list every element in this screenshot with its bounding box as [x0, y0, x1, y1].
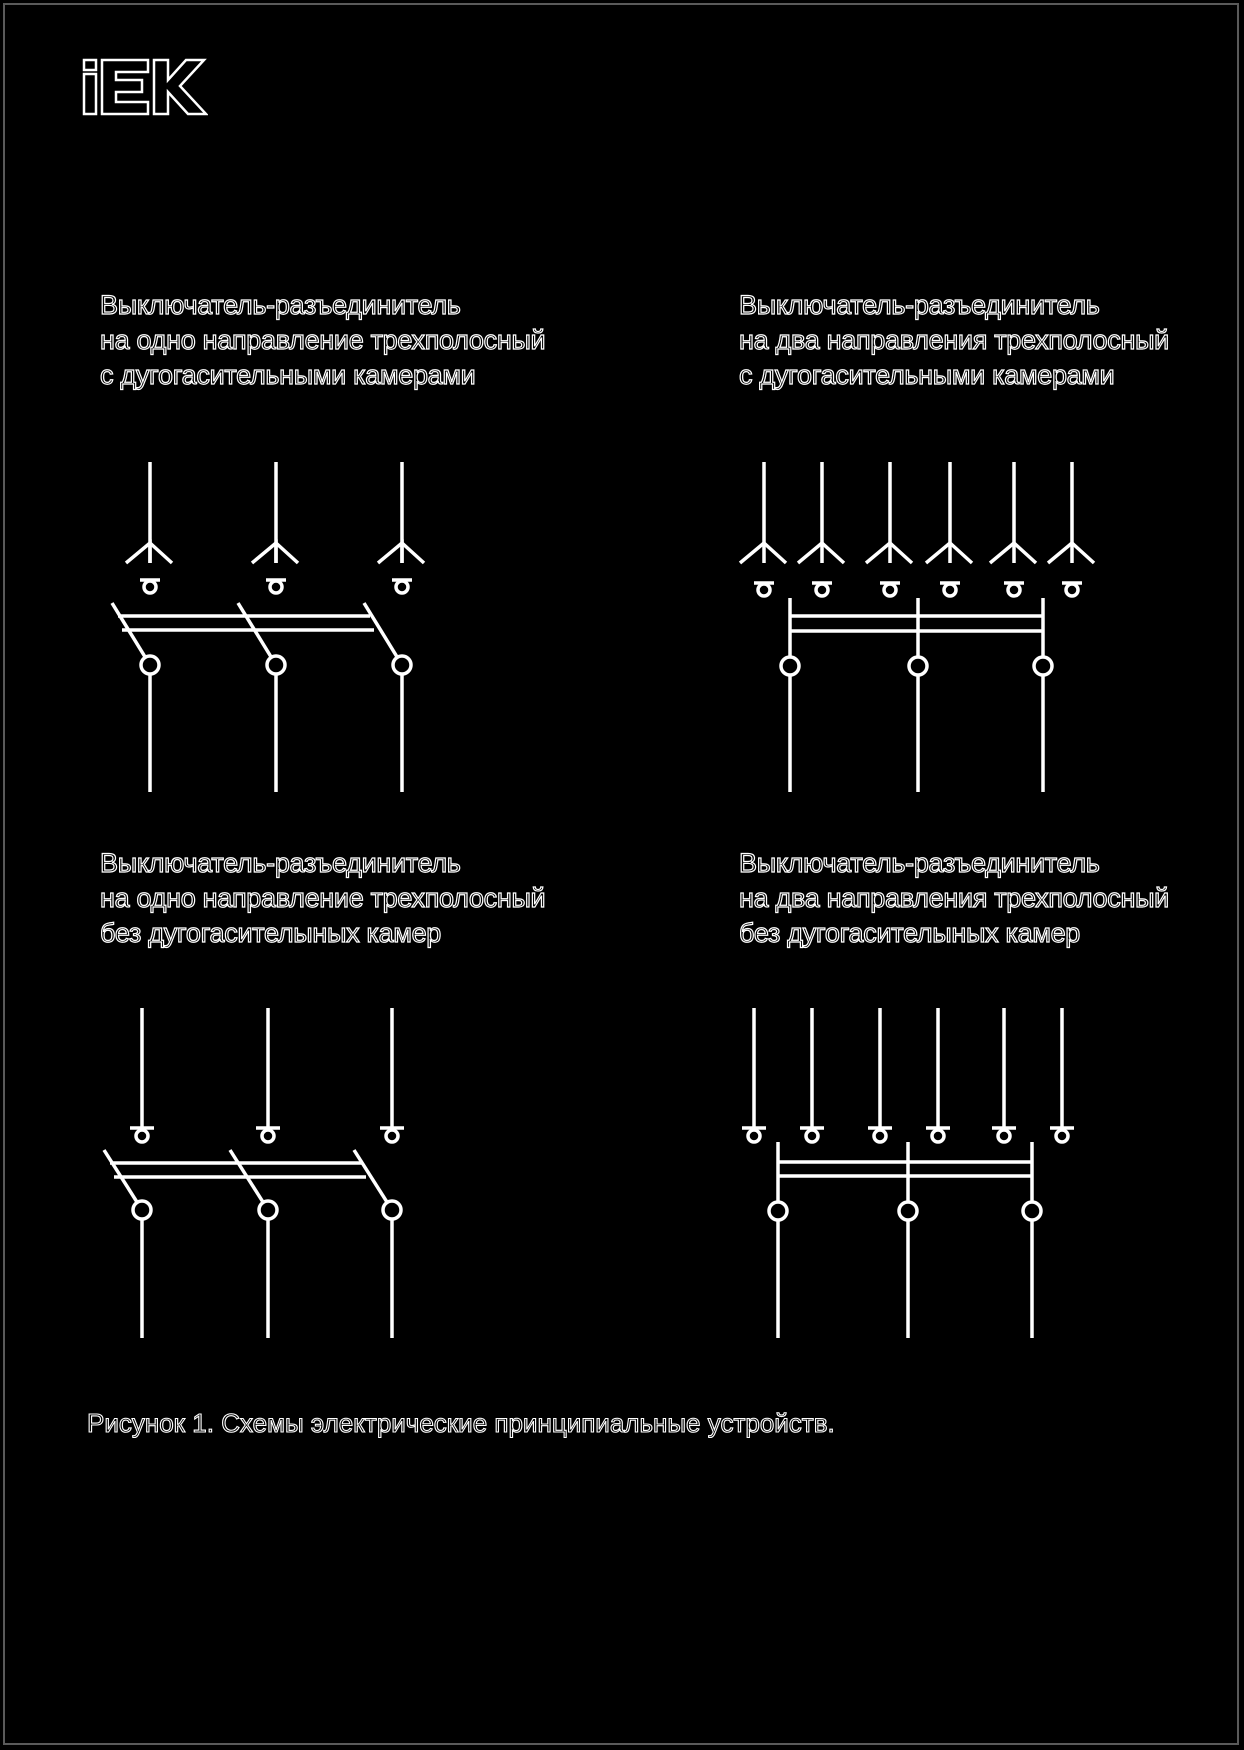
caption-line: Выключатель-разъединитель — [739, 290, 1100, 320]
caption-line: с дугогасительными камерами — [739, 360, 1115, 390]
switch-pole — [112, 462, 172, 792]
switch-pole — [104, 1008, 154, 1338]
caption-line: на одно направление трехполосный — [100, 883, 546, 913]
input-pole — [800, 1008, 824, 1142]
schematic-top-right — [740, 462, 1094, 792]
switch-pole — [230, 1008, 280, 1338]
input-pole — [1050, 1008, 1074, 1142]
output-terminal — [909, 657, 927, 675]
caption-line: без дугогасителыных камер — [739, 918, 1081, 948]
caption-line: на одно направление трехполосный — [100, 325, 546, 355]
output-terminal — [1034, 657, 1052, 675]
input-pole — [798, 462, 844, 596]
switch-pole — [364, 462, 424, 792]
input-pole — [742, 1008, 766, 1142]
schematic-bottom-right — [742, 1008, 1074, 1338]
input-pole — [926, 462, 972, 596]
caption-line: Выключатель-разъединитель — [100, 290, 461, 320]
caption-line: на два направления трехполосный — [739, 325, 1169, 355]
output-terminal — [769, 1202, 787, 1220]
schematic-top-left — [112, 462, 424, 792]
caption-line: Выключатель-разъединитель — [100, 848, 461, 878]
input-pole — [866, 462, 912, 596]
input-pole — [990, 462, 1036, 596]
caption-line: на два направления трехполосный — [739, 883, 1169, 913]
input-pole — [868, 1008, 892, 1142]
output-terminal — [781, 657, 799, 675]
input-pole — [740, 462, 786, 596]
figure-caption: Рисунок 1. Схемы электрические принципиальные устройств. — [87, 1408, 835, 1438]
switch-pole — [238, 462, 298, 792]
input-pole — [992, 1008, 1016, 1142]
output-terminal — [899, 1202, 917, 1220]
caption-line: без дугогасителыных камер — [100, 918, 442, 948]
input-pole — [1048, 462, 1094, 596]
output-terminal — [1023, 1202, 1041, 1220]
schematic-bottom-left — [104, 1008, 404, 1338]
caption-line: с дугогасительными камерами — [100, 360, 476, 390]
caption-line: Выключатель-разъединитель — [739, 848, 1100, 878]
switch-pole — [354, 1008, 404, 1338]
input-pole — [926, 1008, 950, 1142]
